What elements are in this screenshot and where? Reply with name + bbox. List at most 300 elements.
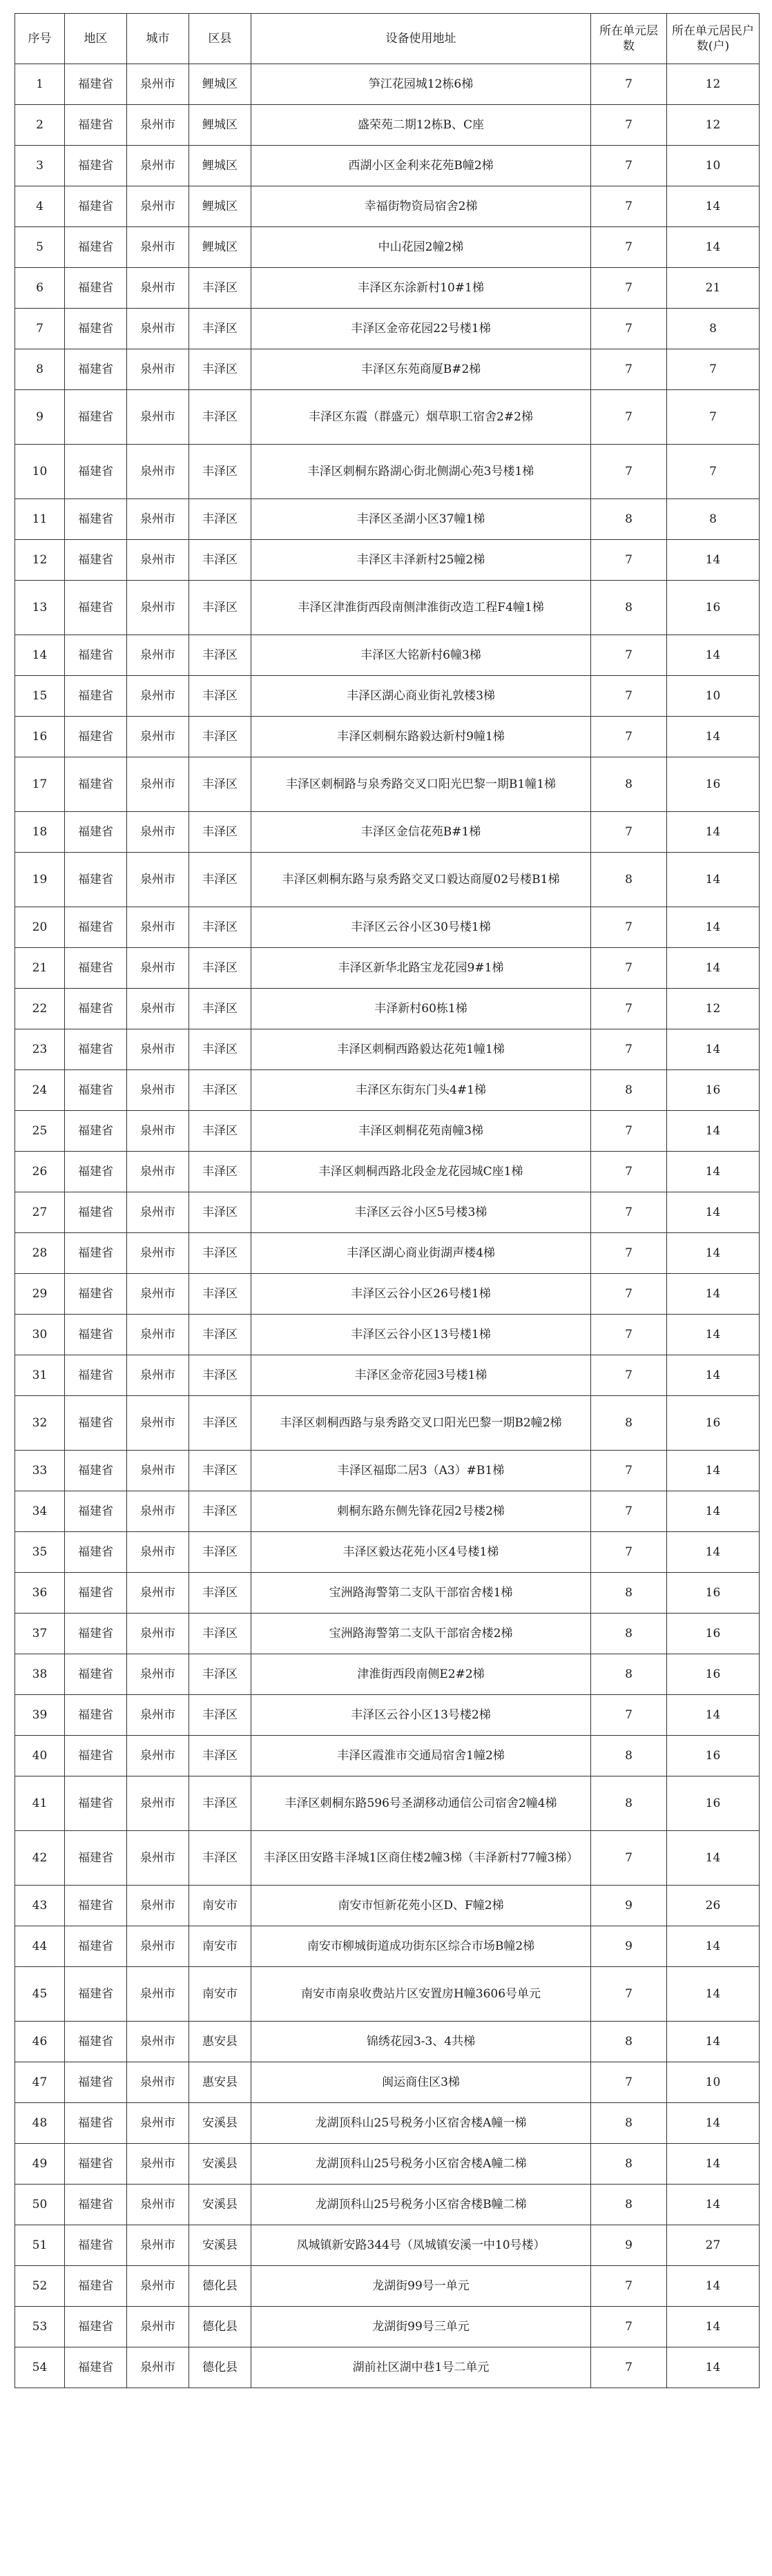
- cell-region: 福建省: [65, 1491, 127, 1532]
- cell-households: 12: [667, 989, 760, 1029]
- cell-region: 福建省: [65, 309, 127, 349]
- cell-floors: 8: [591, 1736, 667, 1776]
- cell-households: 14: [667, 1315, 760, 1355]
- cell-floors: 8: [591, 499, 667, 540]
- table-row: [15, 1396, 760, 1451]
- cell-floors: 9: [591, 2225, 667, 2266]
- cell-region: 福建省: [65, 1776, 127, 1831]
- cell-city: 泉州市: [127, 445, 189, 499]
- cell-address: 南安市恒新花苑小区D、F幢2梯: [251, 1886, 591, 1926]
- cell-region: 福建省: [65, 1451, 127, 1491]
- cell-index: 23: [15, 1029, 65, 1070]
- cell-index: 47: [15, 2062, 65, 2103]
- cell-index: 29: [15, 1274, 65, 1315]
- cell-floors: 7: [591, 1491, 667, 1532]
- cell-index: 41: [15, 1776, 65, 1831]
- cell-index: 44: [15, 1926, 65, 1967]
- cell-index: 48: [15, 2103, 65, 2144]
- cell-district: 鲤城区: [189, 105, 251, 146]
- table-row: [15, 227, 760, 268]
- table-row: [15, 105, 760, 146]
- cell-households: 14: [667, 540, 760, 581]
- cell-district: 丰泽区: [189, 1355, 251, 1396]
- elevator-address-table: [15, 13, 760, 2388]
- table-row: [15, 1926, 760, 1967]
- cell-city: 泉州市: [127, 268, 189, 309]
- cell-city: 泉州市: [127, 1315, 189, 1355]
- cell-address: 湖前社区湖中巷1号二单元: [251, 2347, 591, 2388]
- cell-city: 泉州市: [127, 2062, 189, 2103]
- cell-city: 泉州市: [127, 2144, 189, 2185]
- cell-region: 福建省: [65, 635, 127, 676]
- cell-address: 丰泽区田安路丰泽城1区商住楼2幢3梯（丰泽新村77幢3梯）: [251, 1831, 591, 1886]
- cell-address: 丰泽区云谷小区26号楼1梯: [251, 1274, 591, 1315]
- table-row: [15, 1152, 760, 1192]
- cell-address: 丰泽区津淮街西段南侧津淮街改造工程F4幢1梯: [251, 581, 591, 635]
- cell-district: 德化县: [189, 2307, 251, 2347]
- cell-region: 福建省: [65, 1532, 127, 1573]
- cell-city: 泉州市: [127, 227, 189, 268]
- cell-district: 丰泽区: [189, 1111, 251, 1152]
- cell-households: 14: [667, 1192, 760, 1233]
- cell-city: 泉州市: [127, 757, 189, 812]
- cell-households: 12: [667, 105, 760, 146]
- cell-index: 27: [15, 1192, 65, 1233]
- cell-floors: 8: [591, 2144, 667, 2185]
- cell-district: 德化县: [189, 2347, 251, 2388]
- cell-region: 福建省: [65, 907, 127, 948]
- table-body: [15, 64, 760, 2388]
- document-page: [15, 13, 759, 2388]
- table-row: [15, 2144, 760, 2185]
- cell-floors: 7: [591, 1532, 667, 1573]
- cell-city: 泉州市: [127, 2185, 189, 2225]
- cell-floors: 7: [591, 227, 667, 268]
- cell-address: 丰泽区刺桐东路596号圣湖移动通信公司宿舍2幢4梯: [251, 1776, 591, 1831]
- cell-index: 51: [15, 2225, 65, 2266]
- header-index: 序号: [15, 14, 65, 64]
- cell-region: 福建省: [65, 2185, 127, 2225]
- cell-floors: 7: [591, 2307, 667, 2347]
- cell-floors: 8: [591, 853, 667, 907]
- cell-region: 福建省: [65, 676, 127, 717]
- cell-index: 43: [15, 1886, 65, 1926]
- cell-floors: 7: [591, 186, 667, 227]
- cell-index: 24: [15, 1070, 65, 1111]
- cell-households: 14: [667, 1152, 760, 1192]
- table-row: [15, 1967, 760, 2022]
- table-header-row: [15, 14, 760, 64]
- cell-city: 泉州市: [127, 1695, 189, 1736]
- table-row: [15, 1736, 760, 1776]
- cell-address: 丰泽区福邸二居3（A3）#B1梯: [251, 1451, 591, 1491]
- cell-floors: 7: [591, 146, 667, 186]
- cell-floors: 9: [591, 1926, 667, 1967]
- cell-address: 龙湖顶科山25号税务小区宿舍楼A幢一梯: [251, 2103, 591, 2144]
- cell-address: 丰泽区刺桐东路与泉秀路交叉口毅达商厦02号楼B1梯: [251, 853, 591, 907]
- cell-index: 31: [15, 1355, 65, 1396]
- cell-city: 泉州市: [127, 540, 189, 581]
- cell-region: 福建省: [65, 1831, 127, 1886]
- cell-address: 丰泽区云谷小区5号楼3梯: [251, 1192, 591, 1233]
- cell-index: 21: [15, 948, 65, 989]
- cell-households: 14: [667, 1926, 760, 1967]
- cell-address: 丰泽区刺桐西路北段金龙花园城C座1梯: [251, 1152, 591, 1192]
- table-row: [15, 989, 760, 1029]
- table-row: [15, 2103, 760, 2144]
- cell-district: 丰泽区: [189, 1776, 251, 1831]
- cell-index: 32: [15, 1396, 65, 1451]
- cell-households: 14: [667, 2144, 760, 2185]
- cell-address: 龙湖街99号一单元: [251, 2266, 591, 2307]
- cell-region: 福建省: [65, 1573, 127, 1614]
- cell-district: 南安市: [189, 1886, 251, 1926]
- cell-city: 泉州市: [127, 1967, 189, 2022]
- cell-city: 泉州市: [127, 349, 189, 390]
- cell-index: 3: [15, 146, 65, 186]
- table-row: [15, 146, 760, 186]
- cell-city: 泉州市: [127, 907, 189, 948]
- cell-district: 安溪县: [189, 2103, 251, 2144]
- cell-city: 泉州市: [127, 1451, 189, 1491]
- cell-city: 泉州市: [127, 1233, 189, 1274]
- cell-address: 丰泽区东苑商厦B#2梯: [251, 349, 591, 390]
- cell-index: 9: [15, 390, 65, 445]
- cell-region: 福建省: [65, 268, 127, 309]
- cell-households: 14: [667, 2022, 760, 2062]
- table-row: [15, 1532, 760, 1573]
- cell-region: 福建省: [65, 1274, 127, 1315]
- cell-region: 福建省: [65, 1029, 127, 1070]
- cell-city: 泉州市: [127, 948, 189, 989]
- cell-floors: 8: [591, 1573, 667, 1614]
- cell-city: 泉州市: [127, 1192, 189, 1233]
- cell-district: 丰泽区: [189, 717, 251, 757]
- cell-households: 14: [667, 1451, 760, 1491]
- cell-region: 福建省: [65, 812, 127, 853]
- cell-floors: 8: [591, 1070, 667, 1111]
- table-row: [15, 499, 760, 540]
- table-row: [15, 445, 760, 499]
- cell-district: 丰泽区: [189, 540, 251, 581]
- cell-households: 14: [667, 812, 760, 853]
- table-row: [15, 540, 760, 581]
- table-row: [15, 2347, 760, 2388]
- cell-district: 丰泽区: [189, 445, 251, 499]
- cell-address: 丰泽区霞淮市交通局宿舍1幢2梯: [251, 1736, 591, 1776]
- table-row: [15, 812, 760, 853]
- cell-district: 丰泽区: [189, 1573, 251, 1614]
- cell-floors: 7: [591, 717, 667, 757]
- cell-district: 丰泽区: [189, 853, 251, 907]
- table-row: [15, 1573, 760, 1614]
- cell-district: 南安市: [189, 1967, 251, 2022]
- cell-floors: 7: [591, 812, 667, 853]
- cell-floors: 7: [591, 349, 667, 390]
- cell-region: 福建省: [65, 1695, 127, 1736]
- cell-district: 惠安县: [189, 2022, 251, 2062]
- cell-floors: 7: [591, 989, 667, 1029]
- cell-households: 27: [667, 2225, 760, 2266]
- cell-address: 丰泽区东涂新村10#1梯: [251, 268, 591, 309]
- cell-address: 凤城镇新安路344号（凤城镇安溪一中10号楼）: [251, 2225, 591, 2266]
- table-row: [15, 186, 760, 227]
- cell-city: 泉州市: [127, 1274, 189, 1315]
- cell-floors: 7: [591, 635, 667, 676]
- cell-address: 津淮街西段南侧E2#2梯: [251, 1654, 591, 1695]
- cell-address: 龙湖顶科山25号税务小区宿舍楼A幢二梯: [251, 2144, 591, 2185]
- cell-address: 丰泽区丰泽新村25幢2梯: [251, 540, 591, 581]
- cell-district: 德化县: [189, 2266, 251, 2307]
- cell-region: 福建省: [65, 581, 127, 635]
- cell-floors: 7: [591, 268, 667, 309]
- cell-households: 14: [667, 1111, 760, 1152]
- cell-district: 丰泽区: [189, 989, 251, 1029]
- cell-address: 丰泽区湖心商业街礼敦楼3梯: [251, 676, 591, 717]
- cell-city: 泉州市: [127, 853, 189, 907]
- cell-city: 泉州市: [127, 2225, 189, 2266]
- cell-households: 16: [667, 1776, 760, 1831]
- cell-index: 49: [15, 2144, 65, 2185]
- table-row: [15, 1070, 760, 1111]
- cell-index: 35: [15, 1532, 65, 1573]
- cell-district: 丰泽区: [189, 948, 251, 989]
- cell-region: 福建省: [65, 105, 127, 146]
- cell-region: 福建省: [65, 227, 127, 268]
- cell-city: 泉州市: [127, 499, 189, 540]
- cell-district: 丰泽区: [189, 812, 251, 853]
- cell-floors: 7: [591, 1451, 667, 1491]
- cell-district: 丰泽区: [189, 1654, 251, 1695]
- cell-index: 16: [15, 717, 65, 757]
- cell-index: 30: [15, 1315, 65, 1355]
- cell-households: 16: [667, 757, 760, 812]
- table-row: [15, 2225, 760, 2266]
- cell-region: 福建省: [65, 2022, 127, 2062]
- cell-households: 16: [667, 1614, 760, 1654]
- cell-households: 16: [667, 1070, 760, 1111]
- cell-floors: 8: [591, 581, 667, 635]
- cell-index: 12: [15, 540, 65, 581]
- cell-floors: 8: [591, 2022, 667, 2062]
- table-row: [15, 1451, 760, 1491]
- cell-region: 福建省: [65, 390, 127, 445]
- cell-households: 14: [667, 635, 760, 676]
- cell-district: 丰泽区: [189, 757, 251, 812]
- cell-index: 18: [15, 812, 65, 853]
- cell-city: 泉州市: [127, 2266, 189, 2307]
- cell-district: 南安市: [189, 1926, 251, 1967]
- cell-address: 龙湖顶科山25号税务小区宿舍楼B幢二梯: [251, 2185, 591, 2225]
- table-row: [15, 1274, 760, 1315]
- cell-region: 福建省: [65, 499, 127, 540]
- cell-district: 安溪县: [189, 2185, 251, 2225]
- table-row: [15, 757, 760, 812]
- cell-households: 14: [667, 2185, 760, 2225]
- cell-address: 丰泽区湖心商业街湖声楼4梯: [251, 1233, 591, 1274]
- cell-city: 泉州市: [127, 1396, 189, 1451]
- cell-city: 泉州市: [127, 717, 189, 757]
- cell-index: 5: [15, 227, 65, 268]
- cell-floors: 7: [591, 907, 667, 948]
- cell-district: 鲤城区: [189, 227, 251, 268]
- cell-index: 4: [15, 186, 65, 227]
- cell-address: 丰泽区新华北路宝龙花园9#1梯: [251, 948, 591, 989]
- cell-index: 1: [15, 64, 65, 105]
- cell-households: 12: [667, 64, 760, 105]
- cell-address: 南安市柳城街道成功街东区综合市场B幢2梯: [251, 1926, 591, 1967]
- cell-district: 丰泽区: [189, 635, 251, 676]
- cell-floors: 7: [591, 1315, 667, 1355]
- cell-floors: 7: [591, 1967, 667, 2022]
- cell-region: 福建省: [65, 2103, 127, 2144]
- cell-index: 53: [15, 2307, 65, 2347]
- cell-city: 泉州市: [127, 1532, 189, 1573]
- table-row: [15, 1776, 760, 1831]
- cell-region: 福建省: [65, 1192, 127, 1233]
- cell-address: 锦绣花园3-3、4共梯: [251, 2022, 591, 2062]
- cell-floors: 8: [591, 2103, 667, 2144]
- cell-city: 泉州市: [127, 581, 189, 635]
- table-row: [15, 1233, 760, 1274]
- cell-households: 16: [667, 1736, 760, 1776]
- cell-address: 丰泽区刺桐西路毅达花苑1幢1梯: [251, 1029, 591, 1070]
- cell-district: 丰泽区: [189, 1532, 251, 1573]
- cell-floors: 8: [591, 1396, 667, 1451]
- cell-city: 泉州市: [127, 1614, 189, 1654]
- cell-floors: 7: [591, 309, 667, 349]
- cell-floors: 7: [591, 445, 667, 499]
- cell-city: 泉州市: [127, 635, 189, 676]
- cell-address: 丰泽区刺桐东路毅达新村9幢1梯: [251, 717, 591, 757]
- cell-region: 福建省: [65, 2062, 127, 2103]
- cell-city: 泉州市: [127, 1029, 189, 1070]
- table-row: [15, 676, 760, 717]
- cell-district: 丰泽区: [189, 907, 251, 948]
- cell-households: 21: [667, 268, 760, 309]
- header-address: 设备使用地址: [251, 14, 591, 64]
- cell-index: 25: [15, 1111, 65, 1152]
- cell-floors: 8: [591, 2185, 667, 2225]
- cell-region: 福建省: [65, 1355, 127, 1396]
- cell-index: 36: [15, 1573, 65, 1614]
- cell-district: 鲤城区: [189, 186, 251, 227]
- cell-city: 泉州市: [127, 390, 189, 445]
- cell-region: 福建省: [65, 1926, 127, 1967]
- cell-floors: 7: [591, 676, 667, 717]
- cell-floors: 9: [591, 1886, 667, 1926]
- cell-address: 丰泽区毅达花苑小区4号楼1梯: [251, 1532, 591, 1573]
- cell-index: 8: [15, 349, 65, 390]
- cell-floors: 7: [591, 1695, 667, 1736]
- cell-address: 丰泽区云谷小区13号楼1梯: [251, 1315, 591, 1355]
- table-row: [15, 1315, 760, 1355]
- cell-address: 中山花园2幢2梯: [251, 227, 591, 268]
- cell-address: 丰泽区刺桐西路与泉秀路交叉口阳光巴黎一期B2幢2梯: [251, 1396, 591, 1451]
- cell-floors: 7: [591, 64, 667, 105]
- table-row: [15, 1192, 760, 1233]
- cell-households: 7: [667, 445, 760, 499]
- cell-households: 14: [667, 2347, 760, 2388]
- cell-district: 安溪县: [189, 2225, 251, 2266]
- cell-region: 福建省: [65, 1070, 127, 1111]
- cell-index: 26: [15, 1152, 65, 1192]
- cell-floors: 8: [591, 1776, 667, 1831]
- cell-floors: 7: [591, 2347, 667, 2388]
- cell-floors: 7: [591, 1355, 667, 1396]
- table-row: [15, 717, 760, 757]
- cell-address: 闽运商住区3梯: [251, 2062, 591, 2103]
- cell-households: 14: [667, 1029, 760, 1070]
- cell-households: 14: [667, 717, 760, 757]
- table-row: [15, 907, 760, 948]
- cell-households: 14: [667, 1967, 760, 2022]
- cell-floors: 7: [591, 540, 667, 581]
- cell-index: 20: [15, 907, 65, 948]
- cell-index: 11: [15, 499, 65, 540]
- cell-address: 丰泽区东霞（群盛元）烟草职工宿舍2#2梯: [251, 390, 591, 445]
- cell-district: 丰泽区: [189, 1736, 251, 1776]
- table-row: [15, 1355, 760, 1396]
- cell-households: 14: [667, 186, 760, 227]
- cell-address: 丰泽区圣湖小区37幢1梯: [251, 499, 591, 540]
- header-households: 所在单元居民户数(户): [667, 14, 760, 64]
- cell-index: 2: [15, 105, 65, 146]
- table-row: [15, 390, 760, 445]
- cell-region: 福建省: [65, 1654, 127, 1695]
- cell-district: 丰泽区: [189, 1070, 251, 1111]
- cell-region: 福建省: [65, 1152, 127, 1192]
- cell-households: 26: [667, 1886, 760, 1926]
- cell-address: 幸福街物资局宿舍2梯: [251, 186, 591, 227]
- header-region: 地区: [65, 14, 127, 64]
- cell-region: 福建省: [65, 989, 127, 1029]
- cell-district: 丰泽区: [189, 1192, 251, 1233]
- cell-address: 丰泽区金帝花园3号楼1梯: [251, 1355, 591, 1396]
- cell-households: 14: [667, 1831, 760, 1886]
- cell-households: 8: [667, 309, 760, 349]
- cell-address: 南安市南泉收费站片区安置房H幢3606号单元: [251, 1967, 591, 2022]
- cell-floors: 7: [591, 1233, 667, 1274]
- cell-city: 泉州市: [127, 2307, 189, 2347]
- cell-district: 丰泽区: [189, 1274, 251, 1315]
- cell-district: 丰泽区: [189, 1831, 251, 1886]
- cell-district: 丰泽区: [189, 1614, 251, 1654]
- table-row: [15, 64, 760, 105]
- cell-city: 泉州市: [127, 309, 189, 349]
- table-row: [15, 1491, 760, 1532]
- cell-floors: 7: [591, 1274, 667, 1315]
- cell-region: 福建省: [65, 349, 127, 390]
- cell-region: 福建省: [65, 1736, 127, 1776]
- cell-address: 丰泽区云谷小区30号楼1梯: [251, 907, 591, 948]
- cell-address: 丰泽区刺桐东路湖心街北侧湖心苑3号楼1梯: [251, 445, 591, 499]
- cell-district: 丰泽区: [189, 499, 251, 540]
- cell-district: 丰泽区: [189, 1451, 251, 1491]
- table-row: [15, 1831, 760, 1886]
- cell-households: 16: [667, 581, 760, 635]
- cell-district: 丰泽区: [189, 1152, 251, 1192]
- cell-city: 泉州市: [127, 2103, 189, 2144]
- cell-city: 泉州市: [127, 2347, 189, 2388]
- cell-region: 福建省: [65, 1967, 127, 2022]
- cell-address: 宝洲路海警第二支队干部宿舍楼1梯: [251, 1573, 591, 1614]
- table-row: [15, 2062, 760, 2103]
- cell-households: 16: [667, 1396, 760, 1451]
- cell-households: 14: [667, 2266, 760, 2307]
- cell-district: 丰泽区: [189, 309, 251, 349]
- cell-district: 丰泽区: [189, 1695, 251, 1736]
